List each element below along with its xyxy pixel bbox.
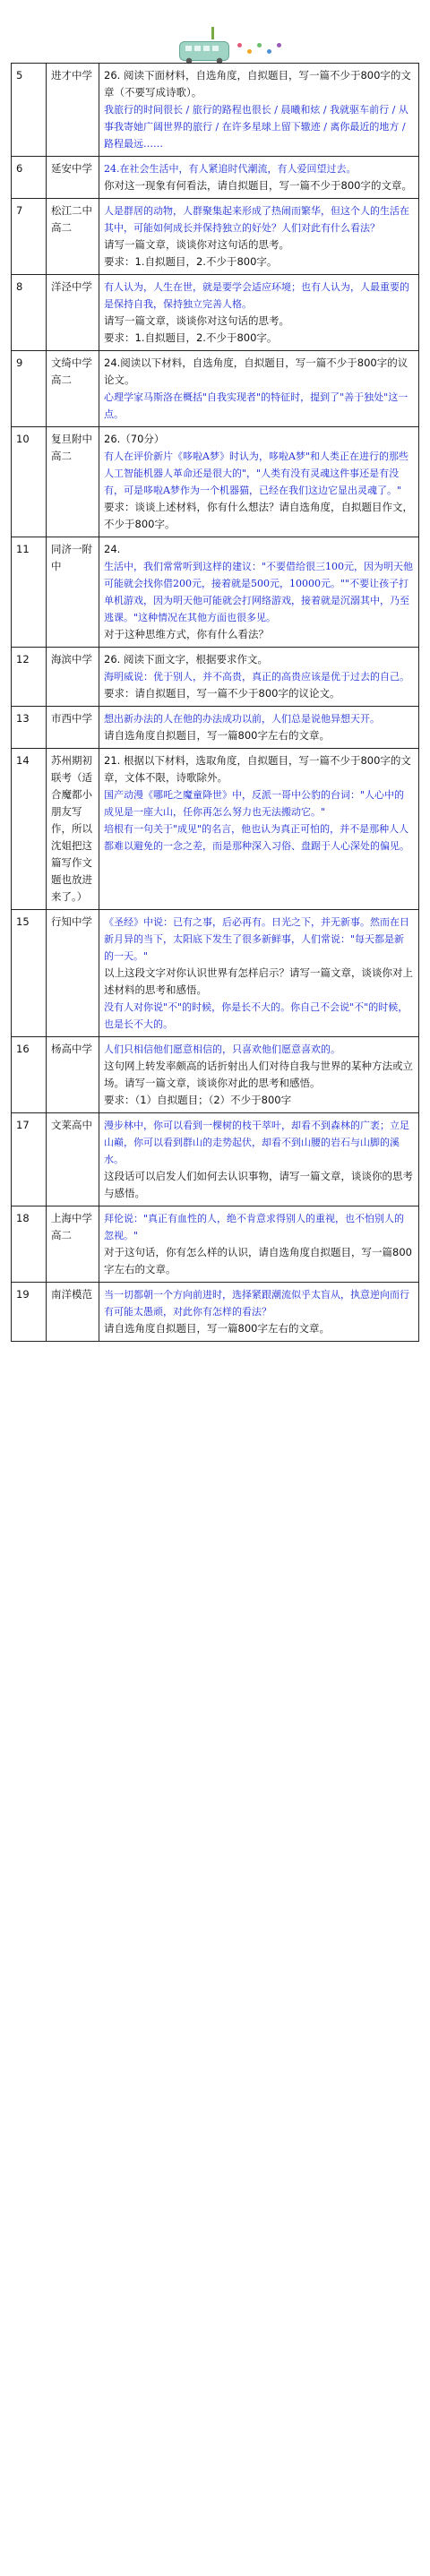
table-row (12, 275, 419, 351)
table-row (12, 910, 419, 1037)
prompt-cell (99, 351, 419, 427)
school-name: 海滨中学 (47, 648, 99, 707)
table-row (12, 199, 419, 275)
school-name: 同济一附中 (47, 537, 99, 648)
table-row (12, 351, 419, 427)
school-name: 文莱高中 (47, 1113, 99, 1206)
prompt-cell (99, 648, 419, 707)
row-number: 8 (12, 275, 47, 351)
school-name: 市西中学 (47, 707, 99, 749)
confetti-dot (267, 49, 271, 54)
prompt-instruction: 要求：请自拟题目，写一篇不少于800字的议论文。 (104, 687, 340, 700)
school-name: 洋泾中学 (47, 275, 99, 351)
prompt-cell (99, 707, 419, 749)
prompt-instruction: 请自选角度自拟题目，写一篇800字左右的文章。 (104, 729, 330, 742)
quoted-material: 有人在评价新片《哆啦A梦》时认为，哆啦A梦"和人类正在进行的那些人工智能机器人革命还是很大的"，"人类有没有灵魂这件事还是有没有，可是哆啦A梦作为一个机器猫，已经在我们这边它显出灵魂了。" (104, 451, 408, 496)
confetti-dot (247, 49, 252, 54)
quoted-material: 漫步林中，你可以看到一棵树的枝干萃叶，却看不到森林的广袤；立足山巅，你可以看到群山的走势起伏，却看不到山腰的岩石与山脚的溪水。 (104, 1120, 409, 1165)
flag-icon (211, 27, 214, 39)
prompt-instruction: 24.阅读以下材料，自选角度，自拟题目，写一篇不少于800字的议论文。 (104, 356, 408, 386)
prompt-instruction: 你对这一现象有何看法，请自拟题目，写一篇不少于800字的文章。 (104, 179, 412, 192)
row-number: 17 (12, 1113, 47, 1206)
quoted-material: 24.在社会生活中，有人紧追时代潮流，有人爱回望过去。 (104, 163, 357, 175)
quoted-material: 想出新办法的人在他的办法成功以前，人们总是说他异想天开。 (104, 713, 380, 725)
prompt-cell (99, 537, 419, 648)
bus-icon (179, 41, 229, 61)
table-row (12, 64, 419, 157)
row-number: 16 (12, 1037, 47, 1113)
table-row (12, 427, 419, 537)
prompt-instruction: 这段话可以启发人们如何去认识事物，请写一篇文章，谈谈你的思考与感悟。 (104, 1170, 413, 1199)
table-row (12, 537, 419, 648)
confetti-dots (237, 43, 287, 57)
prompt-cell (99, 64, 419, 157)
prompt-instruction: 要求：1.自拟题目，2.不少于800字。 (104, 331, 278, 344)
prompt-cell (99, 1037, 419, 1113)
row-number: 18 (12, 1206, 47, 1283)
school-name: 复旦附中高二 (47, 427, 99, 537)
table-row (12, 707, 419, 749)
school-name: 延安中学 (47, 157, 99, 199)
prompt-cell (99, 910, 419, 1037)
row-number: 9 (12, 351, 47, 427)
table-row (12, 749, 419, 910)
row-number: 13 (12, 707, 47, 749)
school-name: 杨高中学 (47, 1037, 99, 1113)
prompt-instruction: 这句网上转发率颇高的话折射出人们对待自我与世界的某种方法或立场。请写一篇文章，谈谈你对此的思考和感悟。 (104, 1060, 413, 1089)
quoted-material: 海明威说：优于别人，并不高贵，真正的高贵应该是优于过去的自己。 (104, 671, 409, 683)
table-row (12, 1037, 419, 1113)
prompt-cell (99, 1113, 419, 1206)
row-number: 15 (12, 910, 47, 1037)
table-row (12, 1113, 419, 1206)
prompt-instruction: 请写一篇文章，谈谈你对这句话的思考。 (104, 238, 289, 251)
confetti-dot (237, 43, 242, 47)
row-number: 14 (12, 749, 47, 910)
quoted-material: 当一切都朝一个方向前进时，选择紧跟潮流似乎太盲从，执意逆向而行有可能太愚顽，对此你有怎样的看法？ (104, 1289, 409, 1318)
prompt-instruction: 要求：1.自拟题目，2.不少于800字。 (104, 255, 278, 268)
quoted-material: 培根有一句关于"成见"的名言，他也认为真正可怕的，并不是那种人人都难以避免的一念之差，而是那种深入习俗、盘踞于人心深处的偏见。 (104, 823, 409, 852)
row-number: 11 (12, 537, 47, 648)
essay-prompts-table (11, 63, 419, 1342)
header-decoration (0, 0, 430, 63)
quoted-material: 人们只相信他们愿意相信的，只喜欢他们愿意喜欢的。 (104, 1043, 340, 1055)
table-row (12, 1206, 419, 1283)
school-name: 上海中学高二 (47, 1206, 99, 1283)
prompt-cell (99, 427, 419, 537)
prompt-instruction: 对于这种思维方式，你有什么看法？ (104, 628, 269, 640)
prompt-instruction: 21. 根据以下材料，选取角度，自拟题目，写一篇不少于800字的文章，文体不限，诗歌除外。 (104, 754, 411, 784)
school-name: 南洋模范 (47, 1283, 99, 1342)
prompt-cell (99, 749, 419, 910)
table-row (12, 1283, 419, 1342)
prompt-instruction: 26. 阅读下面文字，根据要求作文。 (104, 653, 268, 665)
prompt-instruction: 请写一篇文章，谈谈你对这句话的思考。 (104, 314, 289, 327)
prompt-instruction: 请自选角度自拟题目，写一篇800字左右的文章。 (104, 1322, 330, 1335)
row-number: 7 (12, 199, 47, 275)
school-name: 松江二中高二 (47, 199, 99, 275)
row-number: 12 (12, 648, 47, 707)
quoted-material: 人是群居的动物，人群聚集起来形成了热闹而繁华，但这个人的生活在其中，可能如何成长并保持独立的好处？人们对此有什么看法？ (104, 205, 409, 234)
row-number: 5 (12, 64, 47, 157)
prompt-instruction: 要求：谈谈上述材料，你有什么想法？请自选角度，自拟题目作文，不少于800字。 (104, 501, 413, 530)
prompt-cell (99, 275, 419, 351)
row-number: 10 (12, 427, 47, 537)
prompt-instruction: 24. (104, 543, 121, 555)
prompt-cell (99, 157, 419, 199)
prompt-cell (99, 199, 419, 275)
school-name: 文绮中学高二 (47, 351, 99, 427)
prompt-cell (99, 1206, 419, 1283)
table-row (12, 157, 419, 199)
confetti-dot (257, 43, 262, 47)
quoted-material: 拜伦说："真正有血性的人，绝不肯意求得别人的重视，也不怕别人的忽视。" (104, 1213, 405, 1241)
prompt-instruction: 以上这段文字对你认识世界有怎样启示？请写一篇文章，谈谈你对上述材料的思考和感悟。 (104, 966, 413, 996)
prompt-instruction: 要求：（1）自拟题目；（2）不少于800字 (104, 1094, 292, 1106)
quoted-material: 没有人对你说"不"的时候，你是长不大的。你自己不会说"不"的时候，也是长不大的。 (104, 1001, 408, 1030)
quoted-material: 有人认为，人生在世，就是要学会适应环境；也有人认为，人最重要的是保持自我，保持独立完善人格。 (104, 281, 409, 310)
school-name: 行知中学 (47, 910, 99, 1037)
quoted-material: 我旅行的时间很长 / 旅行的路程也很长 / 晨曦和炫 / 我就驱车前行 / 从事我寄她广阔世界的旅行 / 在许多星球上留下辙迹 / 离你最近的地方 / 路程最远…… (104, 104, 408, 150)
quoted-material: 《圣经》中说：已有之事，后必再有。日光之下，并无新事。然而在日新月异的当下，太阳底下发生了很多新鲜事，人们常说："每天都是新的一天。" (104, 916, 409, 962)
row-number: 6 (12, 157, 47, 199)
confetti-dot (277, 43, 281, 47)
quoted-material: 国产动漫《哪吒之魔童降世》中，反派一哥中公豹的台词："人心中的成见是一座大山，任你再怎么努力也无法搬动它。" (104, 789, 405, 818)
prompt-instruction: 26. 阅读下面材料，自选角度，自拟题目，写一篇不少于800字的文章（不要写成诗歌）。 (104, 69, 411, 99)
quoted-material: 心理学家马斯洛在概括"自我实现者"的特征时，提到了"善于独处"这一点。 (104, 391, 408, 420)
prompt-instruction: 对于这句话，你有怎么样的认识，请自选角度自拟题目，写一篇800字左右的文章。 (104, 1246, 412, 1275)
prompt-instruction: 26.（70分） (104, 433, 165, 445)
school-name: 进才中学 (47, 64, 99, 157)
prompt-cell (99, 1283, 419, 1342)
school-name: 苏州期初联考（适合魔都小朋友写作，所以沈姐把这篇写作文题也放进来了。） (47, 749, 99, 910)
quoted-material: 生活中，我们常常听到这样的建议："不要借给很三100元，因为明天他可能就会找你借200元，接着就是500元，10000元。""不要让孩子打单机游戏，因为明天他可能就会打网络游戏，接着就是沉溺其中，乃至逃课。"这种情况在其他方面也很多见。 (104, 561, 414, 623)
table-row (12, 648, 419, 707)
row-number: 19 (12, 1283, 47, 1342)
